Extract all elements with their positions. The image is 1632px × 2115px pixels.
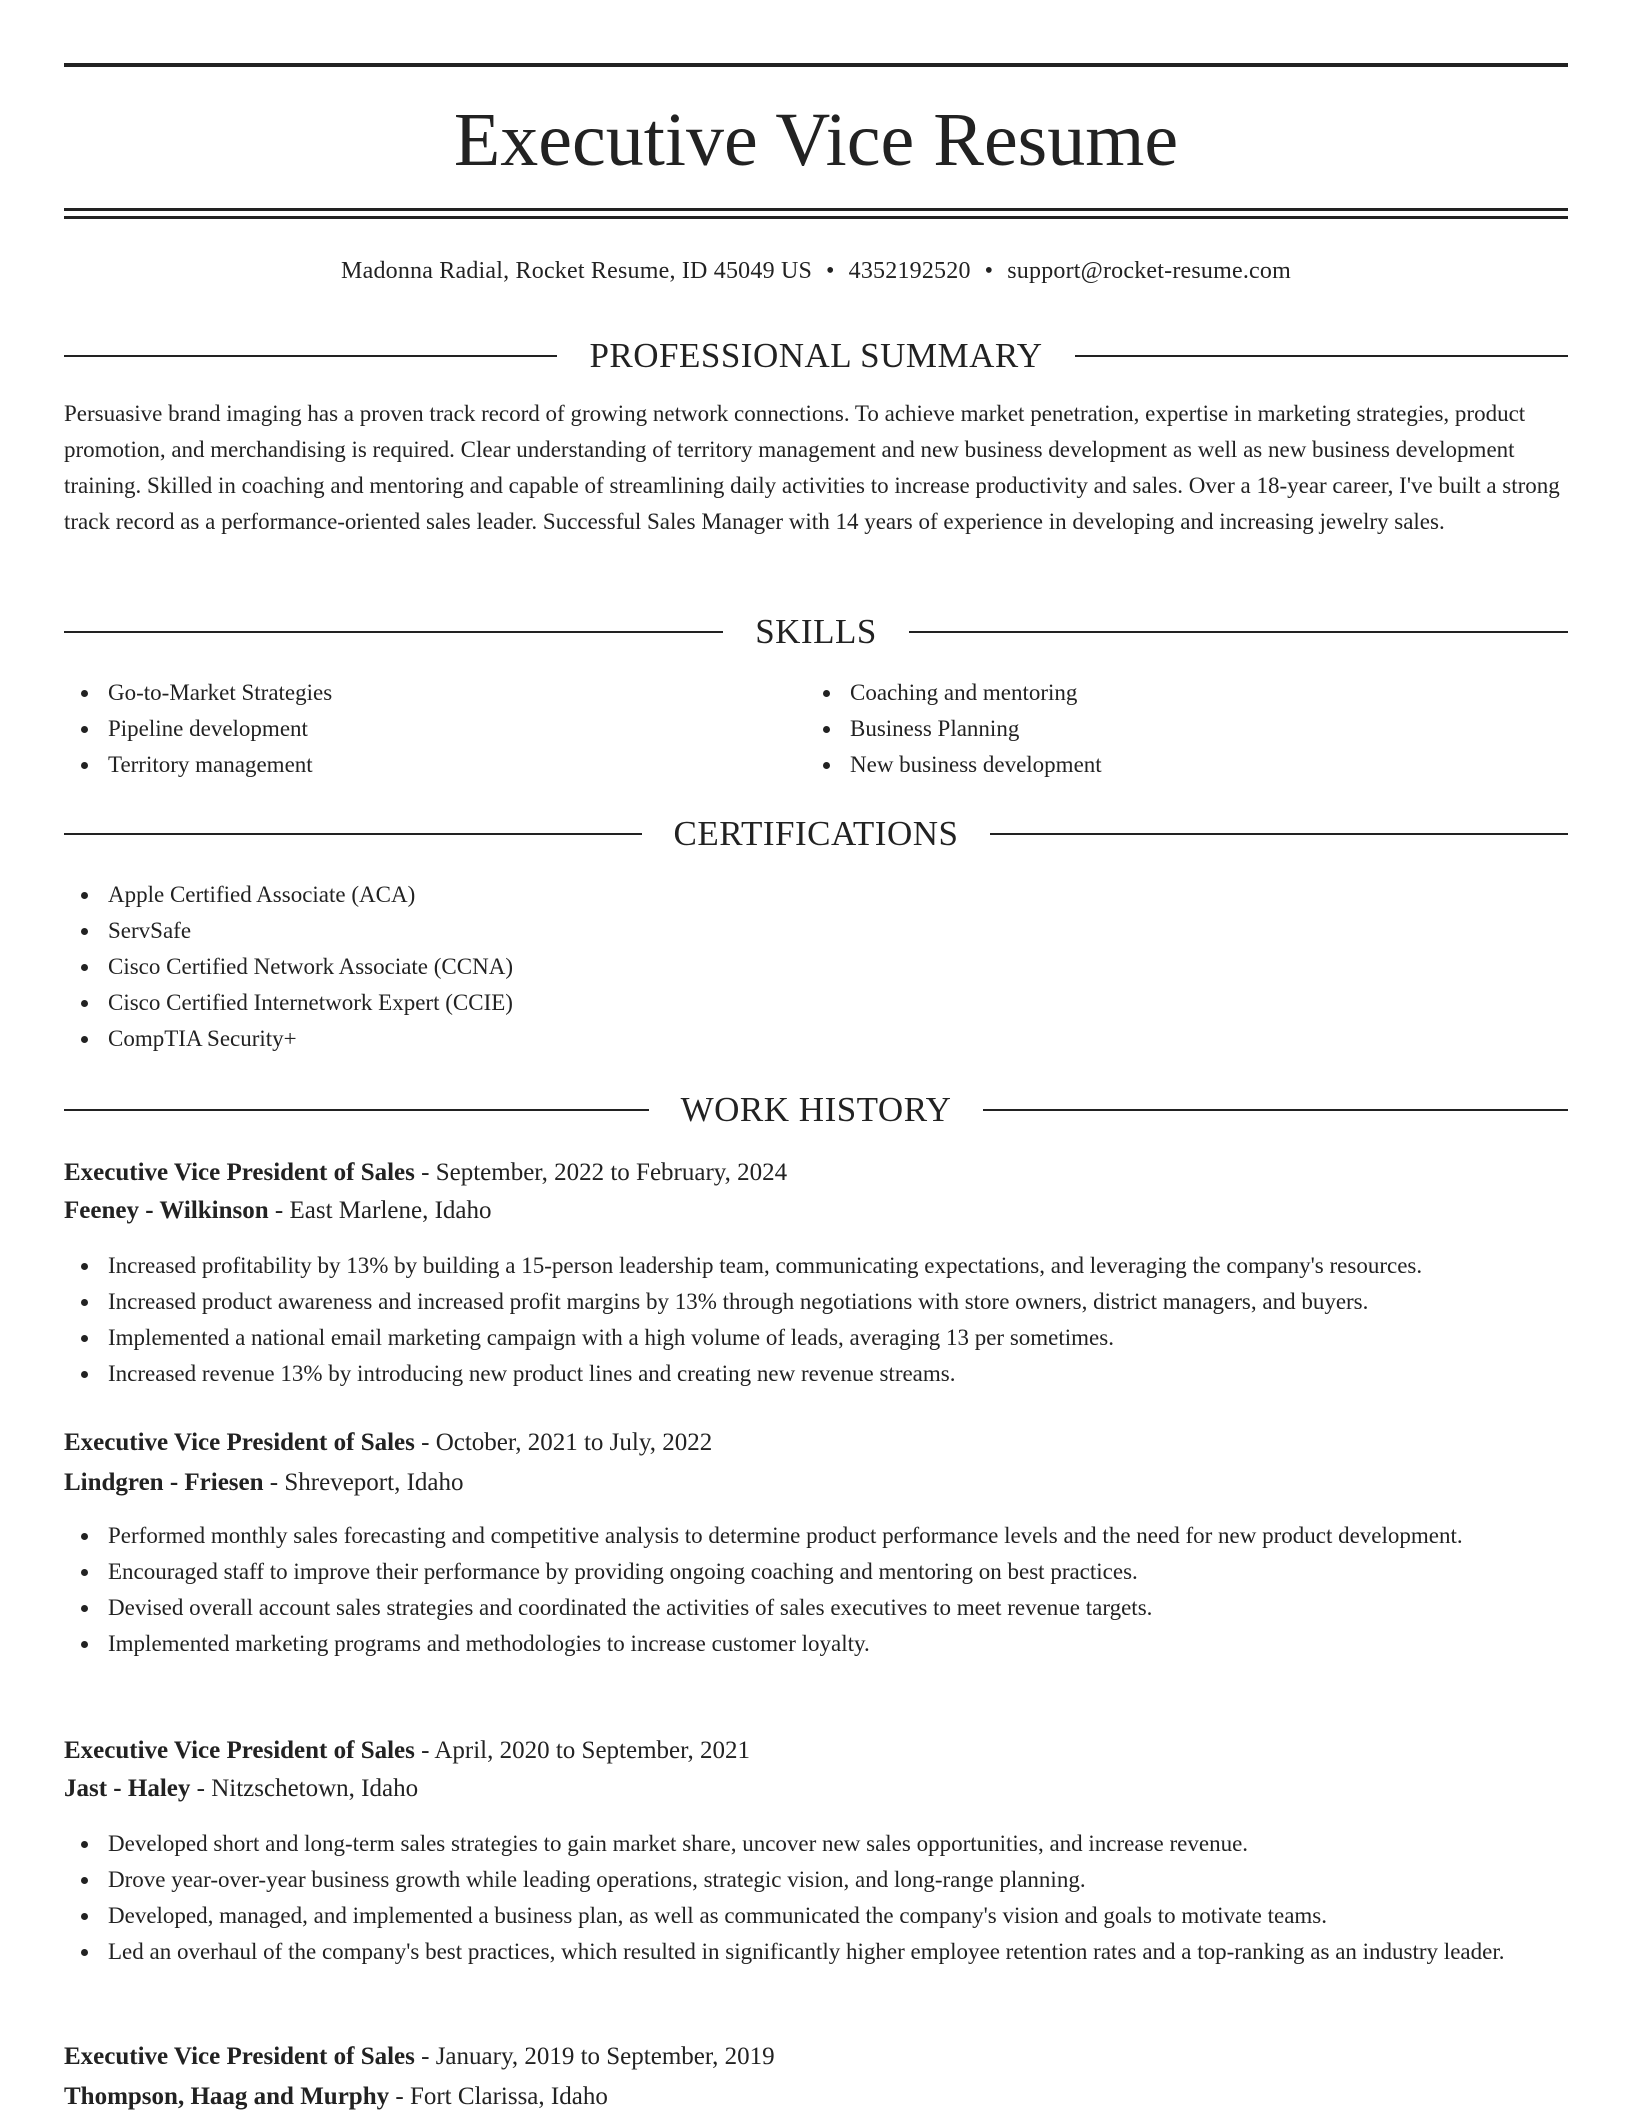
job-bullet: Developed short and long-term sales strategies to gain market share, uncover new sales opportunities, and increase revenue. xyxy=(64,1826,1568,1862)
certification-item: Cisco Certified Network Associate (CCNA) xyxy=(64,949,1568,985)
certification-item: ServSafe xyxy=(64,913,1568,949)
job-dates: October, 2021 to July, 2022 xyxy=(435,1429,713,1456)
skill-item: Go-to-Market Strategies xyxy=(64,675,804,711)
job-dash: - xyxy=(263,1469,285,1496)
section-rule-left xyxy=(64,1109,649,1111)
contact-separator: • xyxy=(984,258,994,284)
job-bullet: Devised overall account sales strategies and coordinated the activities of sales executives to meet revenue targets. xyxy=(64,1590,1568,1626)
skill-item: Territory management xyxy=(64,747,804,783)
job-title-line xyxy=(64,1425,1568,1461)
skill-item: Pipeline development xyxy=(64,711,804,747)
resume-title: Executive Vice Resume xyxy=(453,98,1179,182)
section-title-summary: PROFESSIONAL SUMMARY xyxy=(589,336,1043,375)
job-bullets xyxy=(64,1248,1568,1392)
certification-item: Cisco Certified Internetwork Expert (CCIE) xyxy=(64,985,1568,1021)
job-company-line xyxy=(64,1771,1568,1807)
job-bullet: Drove year-over-year business growth while leading operations, strategic vision, and long-range planning. xyxy=(64,1862,1568,1898)
top-rule xyxy=(64,63,1568,67)
job-location: East Marlene, Idaho xyxy=(289,1197,492,1224)
job-title: Executive Vice President of Sales xyxy=(64,1737,415,1764)
job-dates: January, 2019 to September, 2019 xyxy=(435,2043,775,2070)
contact-phone: 4352192520 xyxy=(848,258,971,284)
section-rule-right xyxy=(983,1109,1568,1111)
job-title-line xyxy=(64,1733,1568,1769)
job-location: Fort Clarissa, Idaho xyxy=(409,2083,608,2110)
section-title-certifications: CERTIFICATIONS xyxy=(673,814,959,853)
section-rule-right xyxy=(909,631,1568,633)
section-rule-left xyxy=(64,833,642,835)
job-title: Executive Vice President of Sales xyxy=(64,1429,415,1456)
section-header-skills xyxy=(64,610,1568,654)
job-company: Feeney - Wilkinson xyxy=(64,1197,269,1224)
job-dash: - xyxy=(414,2043,436,2070)
title-rule-lower xyxy=(64,216,1568,219)
skill-item: New business development xyxy=(806,747,1546,783)
skill-item: Business Planning xyxy=(806,711,1546,747)
job-title: Executive Vice President of Sales xyxy=(64,1159,415,1186)
job-bullet: Encouraged staff to improve their performance by providing ongoing coaching and mentoring on best practices. xyxy=(64,1554,1568,1590)
job-bullet: Increased profitability by 13% by building a 15-person leadership team, communicating expectations, and leveraging the company's resources. xyxy=(64,1248,1568,1284)
job-dash: - xyxy=(414,1159,436,1186)
section-rule-right xyxy=(1075,355,1568,357)
job-title-line xyxy=(64,1155,1568,1191)
job-company-line xyxy=(64,1193,1568,1229)
job-bullets xyxy=(64,1518,1568,1662)
section-title-work-history: WORK HISTORY xyxy=(680,1090,952,1129)
job-company: Lindgren - Friesen xyxy=(64,1469,264,1496)
job-location: Nitzschetown, Idaho xyxy=(211,1775,419,1802)
skills-list-left xyxy=(64,675,804,783)
job-bullet: Implemented marketing programs and methodologies to increase customer loyalty. xyxy=(64,1626,1568,1662)
job-dash: - xyxy=(414,1737,435,1764)
job-title: Executive Vice President of Sales xyxy=(64,2043,415,2070)
job-bullet: Developed, managed, and implemented a business plan, as well as communicated the company's vision and goals to motivate teams. xyxy=(64,1898,1568,1934)
job-dates: April, 2020 to September, 2021 xyxy=(434,1737,750,1764)
skill-item: Coaching and mentoring xyxy=(806,675,1546,711)
job-bullet: Increased revenue 13% by introducing new product lines and creating new revenue streams. xyxy=(64,1356,1568,1392)
job-dash: - xyxy=(190,1775,212,1802)
section-rule-left xyxy=(64,355,557,357)
job-location: Shreveport, Idaho xyxy=(284,1469,464,1496)
job-bullet: Increased product awareness and increased profit margins by 13% through negotiations with store owners, district managers, and buyers. xyxy=(64,1284,1568,1320)
section-header-work-history xyxy=(64,1088,1568,1132)
job-company-line xyxy=(64,2079,1568,2115)
certifications-list xyxy=(64,877,1568,1057)
job-dash: - xyxy=(389,2083,410,2110)
skills-list-right xyxy=(806,675,1546,783)
title-rule-upper xyxy=(64,208,1568,211)
contact-line xyxy=(64,254,1568,288)
job-dash: - xyxy=(268,1197,290,1224)
certification-item: CompTIA Security+ xyxy=(64,1021,1568,1057)
section-header-summary xyxy=(64,334,1568,378)
contact-address: Madonna Radial, Rocket Resume, ID 45049 US xyxy=(341,258,813,284)
summary-text: Persuasive brand imaging has a proven track record of growing network connections. To achieve market penetration, expertise in marketing strategies, product promotion, and merchandising is required. Clear understanding of territory management and new business development as well as new business development training. Skilled in coaching and mentoring and capable of streamlining daily activities to increase productivity and sales. Over a 18-year career, I've built a strong track record as a performance-oriented sales leader. Successful Sales Manager with 14 years of experience in developing and increasing jewelry sales. xyxy=(64,401,1560,534)
job-bullet: Led an overhaul of the company's best practices, which resulted in significantly higher employee retention rates and a top-ranking as an industry leader. xyxy=(64,1934,1568,1970)
section-rule-left xyxy=(64,631,723,633)
job-bullet: Implemented a national email marketing campaign with a high volume of leads, averaging 13 per sometimes. xyxy=(64,1320,1568,1356)
job-title-line xyxy=(64,2039,1568,2075)
job-company: Thompson, Haag and Murphy xyxy=(64,2083,390,2110)
job-company: Jast - Haley xyxy=(64,1775,191,1802)
job-bullets xyxy=(64,1826,1568,1970)
job-dash: - xyxy=(414,1429,436,1456)
job-company-line xyxy=(64,1465,1568,1501)
section-header-certifications xyxy=(64,812,1568,856)
contact-email: support@rocket-resume.com xyxy=(1007,258,1291,284)
job-bullet: Performed monthly sales forecasting and competitive analysis to determine product performance levels and the need for new product development. xyxy=(64,1518,1568,1554)
contact-separator: • xyxy=(826,258,835,284)
section-rule-right xyxy=(990,833,1568,835)
section-title-skills: SKILLS xyxy=(755,612,877,651)
certification-item: Apple Certified Associate (ACA) xyxy=(64,877,1568,913)
job-dates: September, 2022 to February, 2024 xyxy=(435,1159,788,1186)
